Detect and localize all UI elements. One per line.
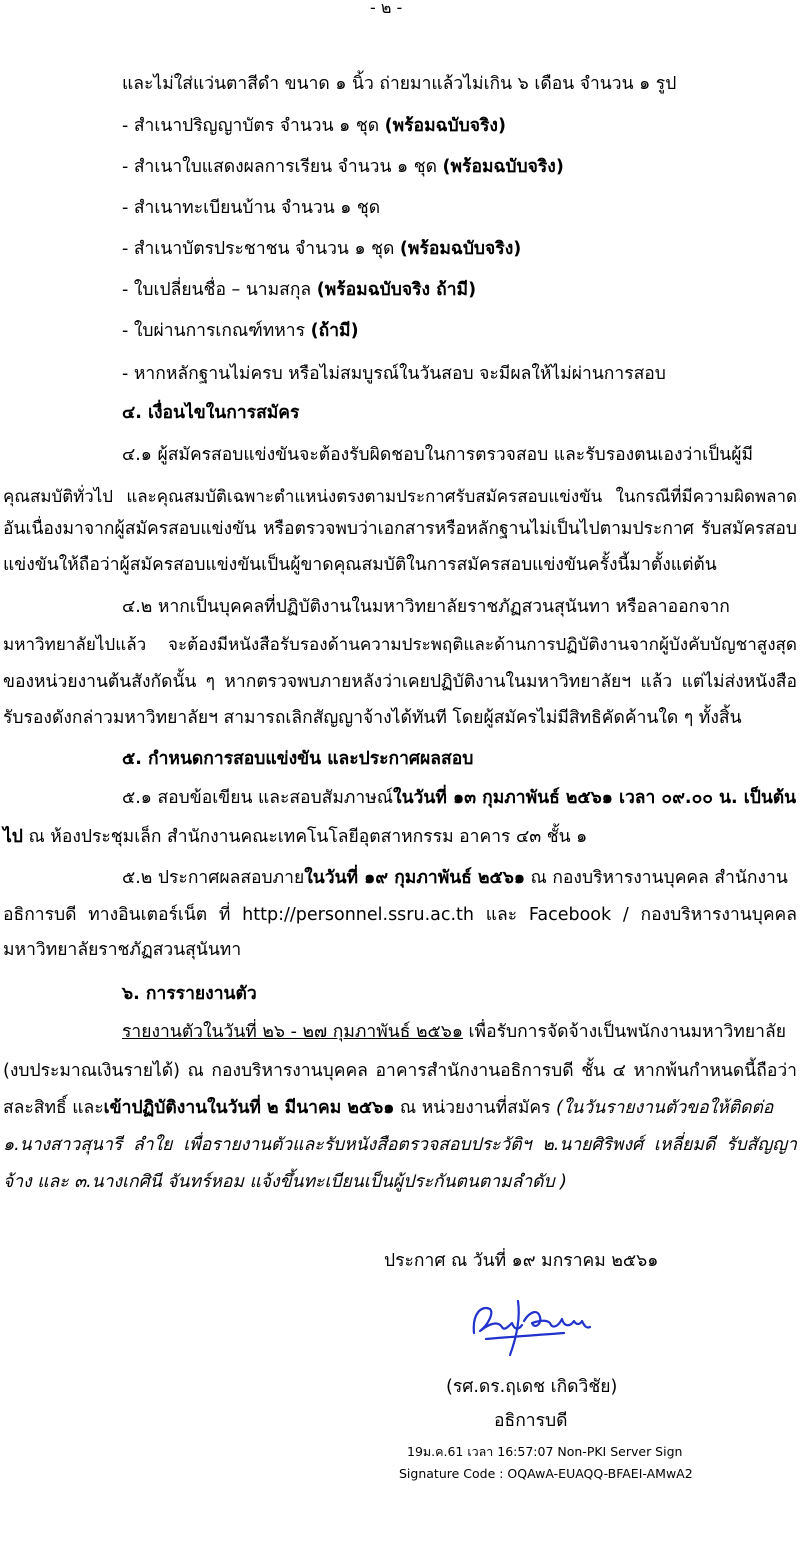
section-6-heading: ๖. การรายงานตัว: [122, 984, 257, 1004]
section-4-1-line: คุณสมบัติทั่วไป และคุณสมบัติเฉพาะตำแหน่งตรงตามประกาศรับสมัครสอบแข่งขัน ในกรณีที่มีความผิดพลาด: [3, 486, 797, 506]
section-5-1-line: ๕.๑ สอบข้อเขียน และสอบสัมภาษณ์ในวันที่ ๑๓ กุมภาพันธ์ ๒๕๖๑ เวลา ๐๙.๐๐ น. เป็นต้น: [122, 788, 797, 808]
list-item: - ใบเปลี่ยนชื่อ – นามสกุล (พร้อมฉบับจริง ถ้ามี): [122, 280, 477, 300]
page-number: - ๒ -: [370, 0, 403, 17]
section-6-line: จ้าง และ ๓.นางเกศินี จันทร์หอม แจ้งขึ้นทะเบียนเป็นผู้ประกันตนตามลำดับ ): [3, 1172, 568, 1192]
section-5-2-line: ๕.๒ ประกาศผลสอบภายในวันที่ ๑๙ กุมภาพันธ์ ๒๕๖๑ ณ กองบริหารงานบุคคล สำนักงาน: [122, 868, 788, 888]
list-item: - สำเนาใบแสดงผลการเรียน จำนวน ๑ ชุด (พร้อมฉบับจริง): [122, 157, 564, 177]
section-4-2-line: รับรองดังกล่าวมหาวิทยาลัยฯ สามารถเลิกสัญญาจ้างได้ทันที โดยผู้สมัครไม่มีสิทธิคัดค้านใด ๆ ทั้งสิ้น: [3, 708, 742, 728]
section-4-2-line: มหาวิทยาลัยไปแล้ว จะต้องมีหนังสือรับรองด้านความประพฤติและด้านการปฏิบัติงานจากผู้บังคับบัญชาสูงสุด: [3, 635, 797, 655]
signer-title: อธิการบดี: [494, 1411, 568, 1431]
signature-code: Signature Code : OQAwA-EUAQQ-BFAEI-AMwA2: [399, 1466, 693, 1481]
section-4-1-line: อันเนื่องมาจากผู้สมัครสอบแข่งขัน หรือตรวจพบว่าเอกสารหรือหลักฐานไม่เป็นไปตามประกาศ รับสมัครสอบ: [3, 519, 797, 539]
section-6-line: ๑.นางสาวสุนารี ลำใย เพื่อรายงานตัวและรับหนังสือตรวจสอบประวัติฯ ๒.นายศิริพงศ์ เหลี่ยมดี รับสัญญา: [3, 1135, 797, 1155]
announce-date: ประกาศ ณ วันที่ ๑๙ มกราคม ๒๕๖๑: [384, 1251, 659, 1271]
intro-line: และไม่ใส่แว่นตาสีดำ ขนาด ๑ นิ้ว ถ่ายมาแล้วไม่เกิน ๖ เดือน จำนวน ๑ รูป: [122, 74, 677, 94]
section-4-1-line: ๔.๑ ผู้สมัครสอบแข่งขันจะต้องรับผิดชอบในการตรวจสอบ และรับรองตนเองว่าเป็นผู้มี: [122, 445, 754, 465]
section-6-line: รายงานตัวในวันที่ ๒๖ - ๒๗ กุมภาพันธ์ ๒๕๖๑ เพื่อรับการจัดจ้างเป็นพนักงานมหาวิทยาลัย: [122, 1022, 786, 1042]
signer-name: (รศ.ดร.ฤเดช เกิดวิชัย): [446, 1377, 618, 1397]
section-5-1-line: ไป ณ ห้องประชุมเล็ก สำนักงานคณะเทคโนโลยีอุตสาหกรรม อาคาร ๔๓ ชั้น ๑: [3, 827, 588, 847]
section-5-2-line: มหาวิทยาลัยราชภัฏสวนสุนันทา: [3, 940, 242, 960]
list-item: - หากหลักฐานไม่ครบ หรือไม่สมบูรณ์ในวันสอบ จะมีผลให้ไม่ผ่านการสอบ: [122, 364, 666, 384]
section-5-2-line: อธิการบดี ทางอินเตอร์เน็ต ที่ http://personnel.ssru.ac.th และ Facebook / กองบริหารงานบุคคล: [3, 905, 797, 925]
section-4-2-line: ๔.๒ หากเป็นบุคคลที่ปฏิบัติงานในมหาวิทยาลัยราชภัฏสวนสุนันทา หรือลาออกจาก: [122, 597, 730, 617]
list-item: - สำเนาปริญญาบัตร จำนวน ๑ ชุด (พร้อมฉบับจริง): [122, 116, 506, 136]
section-5-heading: ๕. กำหนดการสอบแข่งขัน และประกาศผลสอบ: [122, 749, 474, 769]
list-item: - ใบผ่านการเกณฑ์ทหาร (ถ้ามี): [122, 321, 359, 341]
section-6-line: สละสิทธิ์ และเข้าปฏิบัติงานในวันที่ ๒ มีนาคม ๒๕๖๑ ณ หน่วยงานที่สมัคร (ในวันรายงานตัวขอให้ติดต่อ: [3, 1098, 774, 1118]
section-4-2-line: ของหน่วยงานต้นสังกัดนั้น ๆ หากตรวจพบภายหลังว่าเคยปฏิบัติงานในมหาวิทยาลัยฯ แล้ว แต่ไม่ส่งหนังสือ: [3, 672, 797, 692]
section-4-heading: ๔. เงื่อนไขในการสมัคร: [122, 403, 300, 423]
list-item: - สำเนาบัตรประชาชน จำนวน ๑ ชุด (พร้อมฉบับจริง): [122, 239, 522, 259]
sign-info: 19ม.ค.61 เวลา 16:57:07 Non-PKI Server Sign: [407, 1444, 683, 1459]
handwritten-signature: [468, 1293, 598, 1361]
list-item: - สำเนาทะเบียนบ้าน จำนวน ๑ ชุด: [122, 198, 381, 218]
section-6-line: (งบประมาณเงินรายได้) ณ กองบริหารงานบุคคล อาคารสำนักงานอธิการบดี ชั้น ๔ หากพ้นกำหนดนี้ถือว่า: [3, 1061, 797, 1081]
section-4-1-line: แข่งขันให้ถือว่าผู้สมัครสอบแข่งขันเป็นผู้ขาดคุณสมบัติในการสมัครสอบแข่งขันครั้งนี้มาตั้งแต่ต้น: [3, 555, 717, 575]
